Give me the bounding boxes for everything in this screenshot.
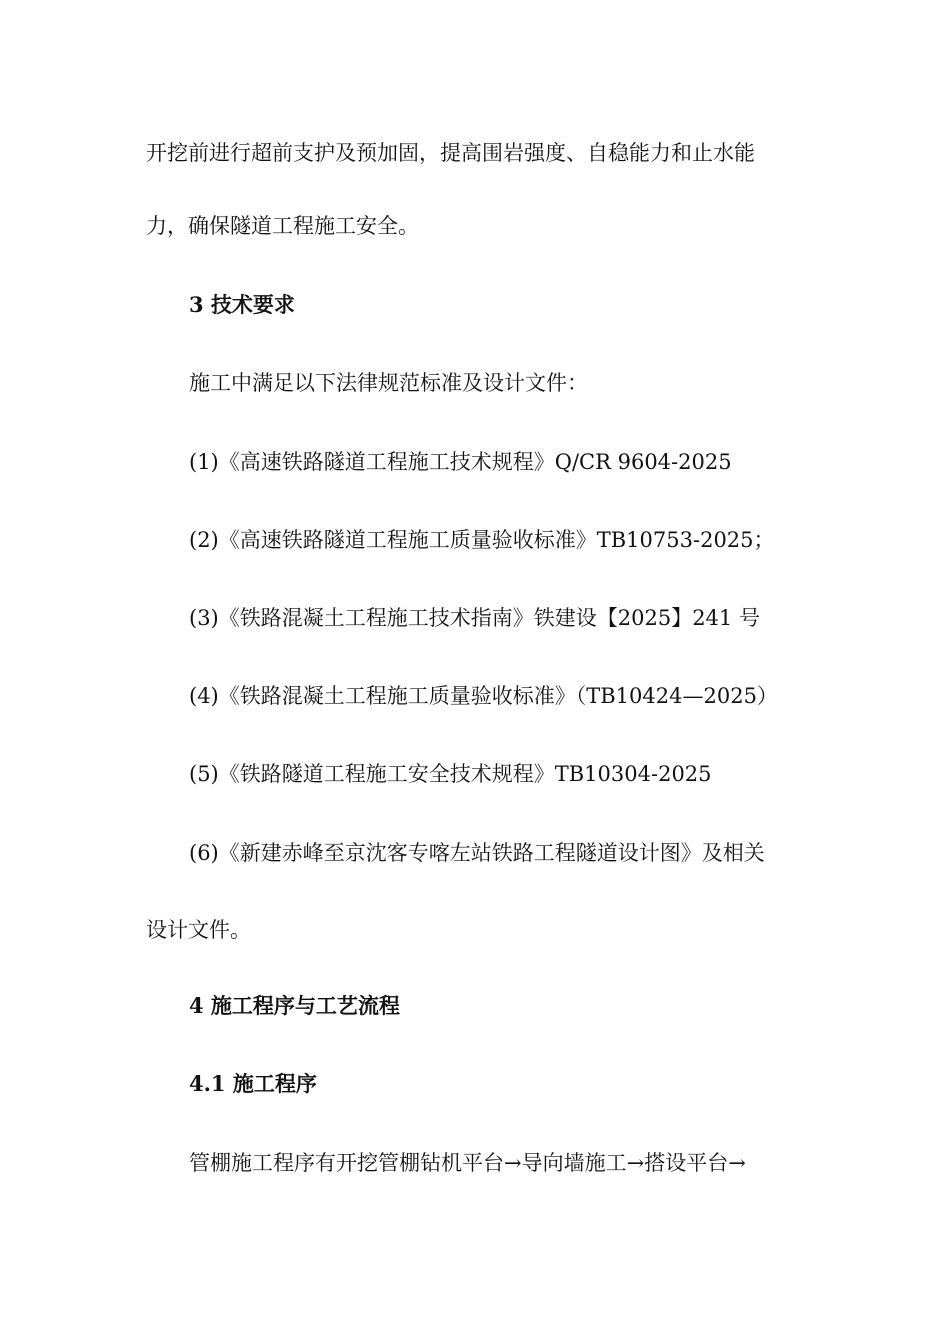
standard-item-2: (2)《高速铁路隧道工程施工质量验收标准》TB10753-2025； [189, 528, 775, 552]
section-3-heading: 3 技术要求 [189, 292, 295, 317]
section-4-heading: 4 施工程序与工艺流程 [189, 993, 400, 1018]
intro-line-2: 力，确保隧道工程施工安全。 [146, 214, 419, 238]
standard-item-5: (5)《铁路隧道工程施工安全技术规程》TB10304-2025 [189, 762, 712, 786]
standard-item-1: (1)《高速铁路隧道工程施工技术规程》Q/CR 9604-2025 [189, 450, 732, 474]
standard-item-6: (6)《新建赤峰至京沈客专喀左站铁路工程隧道设计图》及相关 [189, 841, 765, 865]
standard-item-6-continuation: 设计文件。 [146, 918, 251, 942]
section-4-1-heading: 4.1 施工程序 [189, 1071, 317, 1096]
section-3-intro: 施工中满足以下法律规范标准及设计文件： [189, 371, 588, 395]
standard-item-3: (3)《铁路混凝土工程施工技术指南》铁建设【2025】241 号 [189, 606, 760, 630]
standard-item-4: (4)《铁路混凝土工程施工质量验收标准》（TB10424—2025） [189, 684, 778, 708]
section-4-1-paragraph-line-1: 管棚施工程序有开挖管棚钻机平台→导向墙施工→搭设平台→ [189, 1151, 746, 1175]
intro-line-1: 开挖前进行超前支护及预加固，提高围岩强度、自稳能力和止水能 [146, 141, 755, 165]
